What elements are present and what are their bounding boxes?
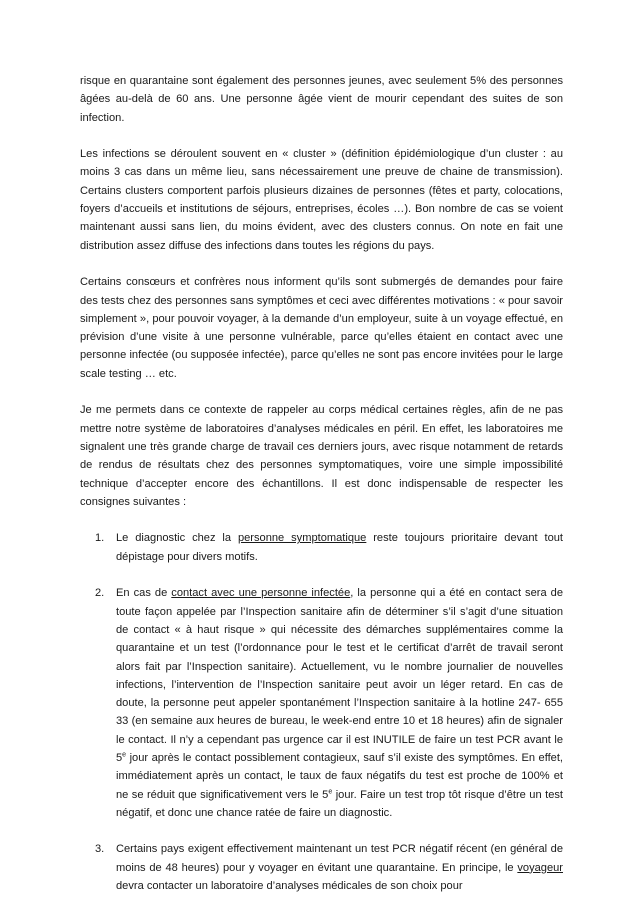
paragraph-4: Je me permets dans ce contexte de rappeler au corps médical certaines règles, afin de ne pas mettre notre système de laboratoires d’analyses médicales en péril. En effet, les laboratoires me signalent une très grande charge de travail ces derniers jours, avec risque notamment de retards de rendus de résultats chez des personnes symptomatiques, voire une simple impossibilité technique d’accepter encore des échantillons. Il est donc indispensable de respecter les consignes suivantes : xyxy=(80,404,563,508)
list-text: jour. Faire un test trop tôt risque d’être un test négatif, et donc une chance ratée de faire un diagnostic. xyxy=(116,788,563,819)
list-text: reste toujours prioritaire devant tout dépistage pour divers motifs. xyxy=(116,532,563,563)
link-voyageur[interactable]: voyageur xyxy=(517,861,563,874)
list-number: 2. xyxy=(95,587,105,600)
link-personne-symptomatique[interactable]: personne symptomatique xyxy=(237,532,367,545)
list-text: En cas de xyxy=(116,587,172,600)
link-contact-personne-infectee[interactable]: contact avec une personne infectée xyxy=(171,587,351,600)
list-text: jour après le contact possiblement contagieux, sauf s’il existe des symptômes. En effet, immédiatement après un contact, le taux de faux négatifs du test est proche de 100% et ne se réduit que significativement vers le 5 xyxy=(116,751,563,801)
paragraph-3: Certains consœurs et confrères nous informent qu’ils sont submergés de demandes pour faire des tests chez des personnes sans symptômes et ceci avec différentes motivations : « pour savoir simplement », pour pouvoir voyager, à la demande d’un employeur, suite à un voyage effectué, en prévision d’une visite à une personne vulnérable, parce qu’elles étaient en contact avec une personne infectée (ou supposée infectée), parce qu’elles ne sont pas encore invitées pour le large scale testing … etc. xyxy=(80,276,563,380)
list-text: devra contacter un laboratoire d’analyses médicales de son choix pour xyxy=(116,880,463,893)
paragraph-2: Les infections se déroulent souvent en « cluster » (définition épidémiologique d’un cluster : au moins 3 cas dans un même lieu, sans nécessairement une preuve de chaine de transmission). Certains clusters comportent parfois plusieurs dizaines de personnes (fêtes et party, colocations, foyers d’accueils et institutions de séjours, entreprises, écoles …). Bon nombre de cas se voient maintenant aussi sans lien, du moins évident, avec des clusters connus. On note en fait une distribution assez diffuse des infections dans toutes les régions du pays. xyxy=(80,148,563,252)
instructions-list xyxy=(80,529,563,895)
superscript: e xyxy=(122,751,127,759)
list-item-3 xyxy=(80,840,563,895)
list-item-1 xyxy=(80,529,563,566)
list-text: Certains pays exigent effectivement maintenant un test PCR négatif récent (en général de moins de 48 heures) pour y voyager en évitant une quarantaine. En principe, le xyxy=(116,843,563,874)
list-number: 3. xyxy=(95,843,105,856)
list-number: 1. xyxy=(95,532,105,545)
list-item-2 xyxy=(80,584,563,822)
paragraph-1: risque en quarantaine sont également des personnes jeunes, avec seulement 5% des personnes âgées au-delà de 60 ans. Une personne âgée vient de mourir cependant des suites de son infection. xyxy=(80,75,563,124)
list-text: , la personne qui a été en contact sera de toute façon appelée par l’Inspection sanitaire afin de déterminer s’il s’agit d’une situation de contact « à haut risque » qui nécessite des démarches supplémentaires comme la quarantaine et un test (l’ordonnance pour le test et le certificat d’arrêt de travail seront alors fait par l’Inspection sanitaire). Actuellement, vu le nombre journalier de nouvelles infections, l’intervention de l’Inspection sanitaire peut avoir un léger retard. En cas de doute, la personne peut appeler spontanément l’Inspection sanitaire à la hotline 247- 655 33 (en semaine aux heures de bureau, le week-end entre 10 et 18 heures) afin de signaler le contact. Il n’y a cependant pas urgence car il est INUTILE de faire un test PCR avant le 5 xyxy=(116,587,564,764)
list-text: Le diagnostic chez la xyxy=(116,532,238,545)
superscript: e xyxy=(328,787,333,795)
